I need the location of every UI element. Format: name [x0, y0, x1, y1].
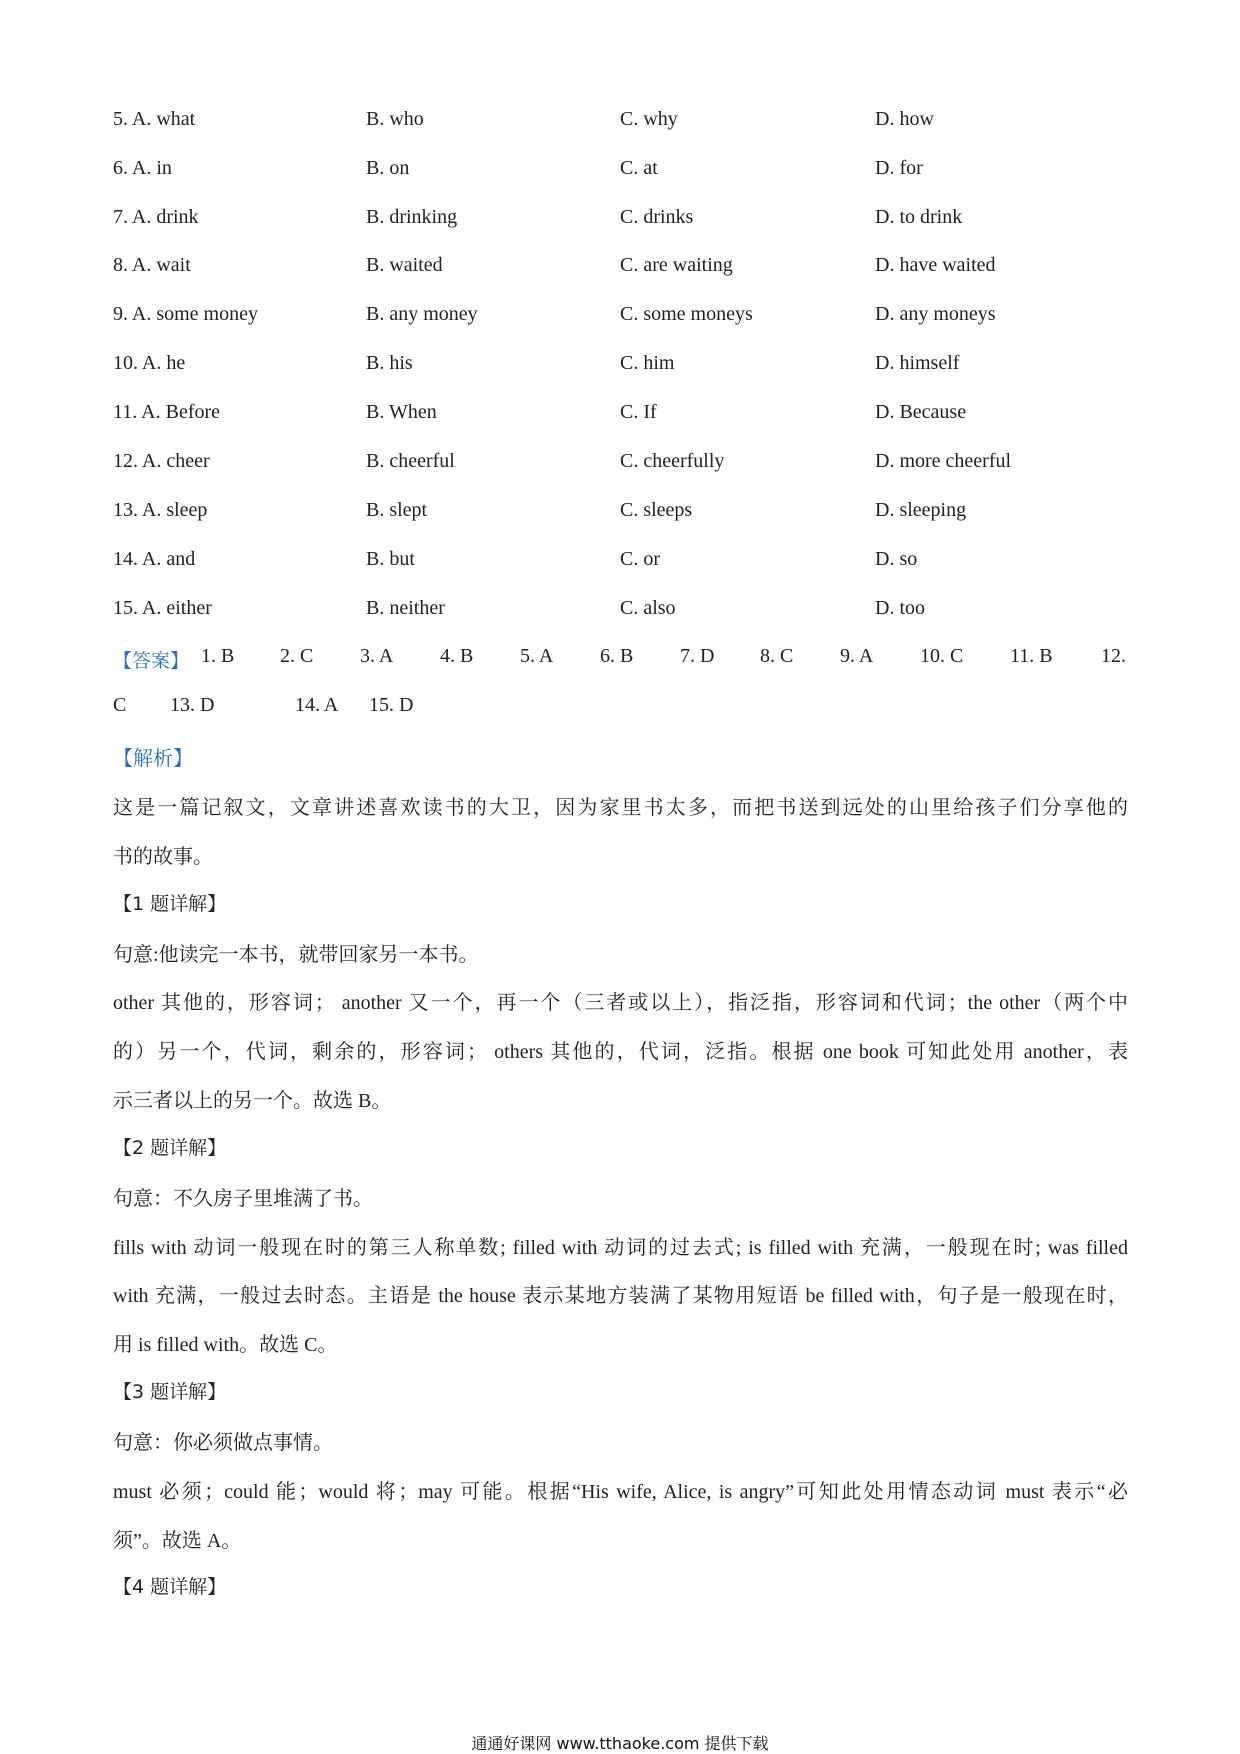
option-b: B. slept [366, 499, 428, 521]
option-c: C. are waiting [620, 254, 733, 276]
q1-explain-line: other 其他的，形容词； another 又一个，再一个（三者或以上），指泛指，形容词和代词；the other（两个中 [113, 992, 1128, 1014]
answer-row-2 [113, 694, 1128, 724]
option-b: B. his [366, 352, 413, 374]
option-a: 13. A. sleep [113, 499, 208, 521]
option-row-13 [0, 499, 1240, 529]
answer-item: 13. D [170, 694, 215, 716]
answer-item: 10. C [920, 645, 964, 667]
answer-item: 12. [1101, 645, 1126, 667]
option-row-15 [0, 597, 1240, 627]
option-a: 15. A. either [113, 597, 212, 619]
option-c: C. him [620, 352, 675, 374]
option-d: D. to drink [875, 206, 963, 228]
option-row-5 [0, 108, 1240, 138]
option-a: 7. A. drink [113, 206, 199, 228]
option-row-9 [0, 303, 1240, 333]
option-c: C. why [620, 108, 678, 130]
answer-item: 14. A [295, 694, 339, 716]
answer-item: 2. C [280, 645, 314, 667]
answer-label: 【答案】 [113, 650, 190, 672]
answer-item: 1. B [201, 645, 235, 667]
option-row-12 [0, 450, 1240, 480]
option-b: B. cheerful [366, 450, 455, 472]
answer-row-1 [113, 645, 1128, 675]
option-c: C. sleeps [620, 499, 693, 521]
answer-item: C [113, 694, 127, 716]
answer-item: 6. B [600, 645, 634, 667]
option-d: D. so [875, 548, 918, 570]
answer-item: 9. A [840, 645, 874, 667]
option-a: 11. A. Before [113, 401, 221, 423]
option-d: D. for [875, 157, 923, 179]
option-b: B. on [366, 157, 410, 179]
option-d: D. himself [875, 352, 960, 374]
analysis-label: 【解析】 [113, 746, 193, 770]
option-d: D. too [875, 597, 925, 619]
option-a: 12. A. cheer [113, 450, 210, 472]
option-b: B. neither [366, 597, 445, 619]
q1-explain-line: 的）另一个，代词，剩余的，形容词； others 其他的，代词，泛指。根据 one book 可知此处用 another，表 [113, 1041, 1128, 1063]
option-row-14 [0, 548, 1240, 578]
option-a: 9. A. some money [113, 303, 258, 325]
option-b: B. any money [366, 303, 478, 325]
option-a: 14. A. and [113, 548, 196, 570]
q3-explain-line: must 必须；could 能；would 将；may 可能。根据“His wife, Alice, is angry”可知此处用情态动词 must 表示“必 [113, 1481, 1128, 1503]
option-c: C. drinks [620, 206, 694, 228]
option-b: B. When [366, 401, 437, 423]
q3-heading: 【3 题详解】 [113, 1381, 227, 1403]
option-d: D. any moneys [875, 303, 996, 325]
answer-item: 4. B [440, 645, 474, 667]
option-a: 6. A. in [113, 157, 172, 179]
option-c: C. at [620, 157, 658, 179]
option-b: B. who [366, 108, 424, 130]
option-c: C. cheerfully [620, 450, 725, 472]
option-c: C. also [620, 597, 676, 619]
option-row-8 [0, 254, 1240, 284]
answer-item: 7. D [680, 645, 715, 667]
option-b: B. waited [366, 254, 443, 276]
q3-explain-line: 须”。故选 A。 [113, 1530, 242, 1552]
option-row-6 [0, 157, 1240, 187]
q2-meaning: 句意：不久房子里堆满了书。 [113, 1188, 373, 1210]
q2-explain-line: 用 is filled with。故选 C。 [113, 1334, 338, 1356]
option-row-11 [0, 401, 1240, 431]
answer-item: 15. D [369, 694, 414, 716]
option-a: 5. A. what [113, 108, 196, 130]
q2-explain-line: fills with 动词一般现在时的第三人称单数; filled with 动词的过去式; is filled with 充满，一般现在时; was filled [113, 1237, 1128, 1259]
summary-line: 这是一篇记叙文，文章讲述喜欢读书的大卫，因为家里书太多，而把书送到远处的山里给孩子们分享他的 [113, 797, 1128, 819]
option-c: C. some moneys [620, 303, 753, 325]
q1-meaning: 句意:他读完一本书，就带回家另一本书。 [113, 944, 479, 966]
option-b: B. but [366, 548, 415, 570]
option-row-10 [0, 352, 1240, 382]
option-row-7 [0, 206, 1240, 236]
q1-explain-line: 示三者以上的另一个。故选 B。 [113, 1090, 392, 1112]
q4-heading: 【4 题详解】 [113, 1576, 227, 1598]
option-d: D. more cheerful [875, 450, 1012, 472]
option-d: D. Because [875, 401, 967, 423]
option-a: 8. A. wait [113, 254, 191, 276]
option-a: 10. A. he [113, 352, 186, 374]
q2-heading: 【2 题详解】 [113, 1137, 227, 1159]
option-d: D. have waited [875, 254, 996, 276]
option-d: D. sleeping [875, 499, 967, 521]
q3-meaning: 句意：你必须做点事情。 [113, 1432, 333, 1454]
answer-item: 11. B [1010, 645, 1053, 667]
answer-item: 3. A [360, 645, 394, 667]
option-c: C. If [620, 401, 657, 423]
page-footer: 通通好课网 www.tthaoke.com 提供下载 [471, 1734, 769, 1753]
answer-item: 5. A [520, 645, 554, 667]
q2-explain-line: with 充满，一般过去时态。主语是 the house 表示某地方装满了某物用短语 be filled with，句子是一般现在时， [113, 1285, 1128, 1307]
q1-heading: 【1 题详解】 [113, 893, 227, 915]
summary-line: 书的故事。 [113, 846, 213, 868]
option-d: D. how [875, 108, 934, 130]
option-b: B. drinking [366, 206, 458, 228]
option-c: C. or [620, 548, 660, 570]
answer-item: 8. C [760, 645, 794, 667]
